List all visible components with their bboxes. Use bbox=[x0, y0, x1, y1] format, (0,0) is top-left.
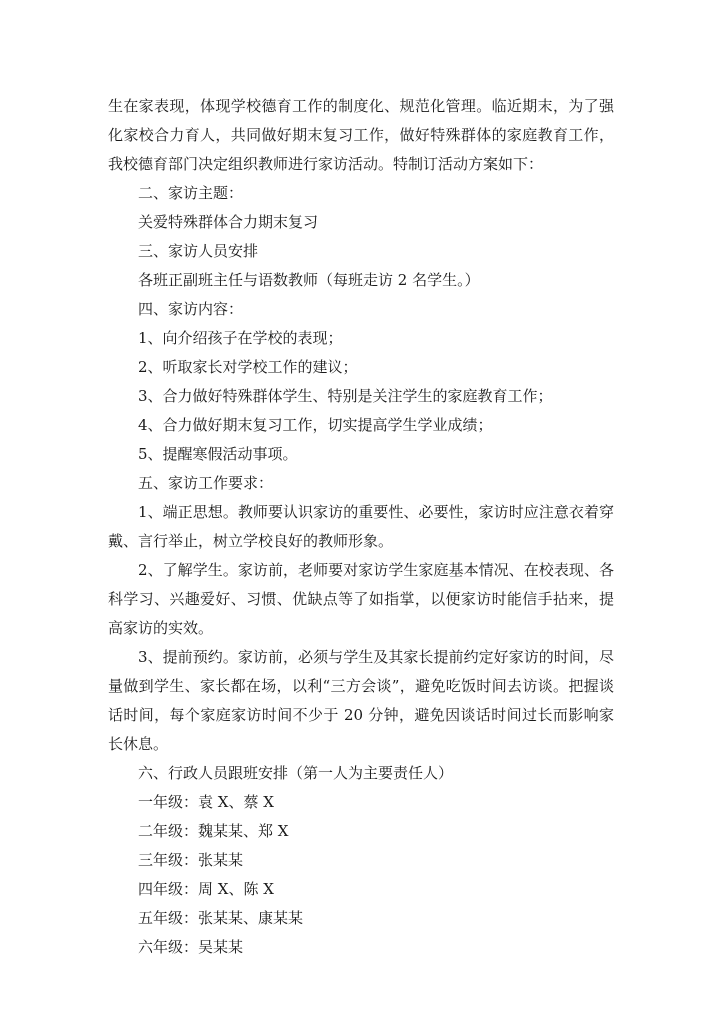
staff-text: 各班正副班主任与语数教师（每班走访 2 名学生。） bbox=[138, 271, 480, 289]
grade-assignment-4: 四年级：周 X、陈 X bbox=[138, 880, 274, 898]
document-body bbox=[108, 92, 614, 962]
content-item-1: 1、向介绍孩子在学校的表现； bbox=[138, 329, 343, 347]
content-item-2: 2、听取家长对学校工作的建议； bbox=[138, 358, 358, 376]
content-item-3: 3、合力做好特殊群体学生、特别是关注学生的家庭教育工作； bbox=[138, 387, 553, 405]
grade-assignment-2: 二年级：魏某某、郑 X bbox=[138, 822, 289, 840]
section-heading-requirements: 五、家访工作要求： bbox=[138, 474, 274, 492]
section-heading-content: 四、家访内容： bbox=[138, 300, 244, 318]
theme-text: 关爱特殊群体合力期末复习 bbox=[138, 213, 319, 231]
requirement-item-3: 3、提前预约。家访前，必须与学生及其家长提前约定好家访的时间，尽量做到学生、家长都在场，以利“三方会谈”，避免吃饭时间去访谈。把握谈话时间，每个家庭家访时间不少于 20 分钟，避免因谈话时间过长而影响家长休息。 bbox=[108, 648, 614, 753]
content-item-4: 4、合力做好期末复习工作，切实提高学生学业成绩； bbox=[138, 416, 493, 434]
requirement-item-1: 1、端正思想。教师要认识家访的重要性、必要性，家访时应注意衣着穿戴、言行举止，树立学校良好的教师形象。 bbox=[108, 503, 614, 550]
grade-assignment-5: 五年级：张某某、康某某 bbox=[138, 909, 304, 927]
grade-assignment-1: 一年级：袁 X、蔡 X bbox=[138, 793, 274, 811]
section-heading-theme: 二、家访主题： bbox=[138, 184, 244, 202]
grade-assignment-3: 三年级：张某某 bbox=[138, 851, 244, 869]
requirement-item-2: 2、了解学生。家访前，老师要对家访学生家庭基本情况、在校表现、各科学习、兴趣爱好、习惯、优缺点等了如指掌，以便家访时能信手拈来，提高家访的实效。 bbox=[108, 561, 614, 637]
section-heading-staff: 三、家访人员安排 bbox=[138, 242, 259, 260]
content-item-5: 5、提醒寒假活动事项。 bbox=[138, 445, 298, 463]
intro-paragraph: 生在家表现，体现学校德育工作的制度化、规范化管理。临近期末，为了强化家校合力育人，共同做好期末复习工作，做好特殊群体的家庭教育工作，我校德育部门决定组织教师进行家访活动。特制订活动方案如下： bbox=[108, 97, 614, 173]
grade-assignment-6: 六年级：吴某某 bbox=[138, 938, 244, 956]
section-heading-admin: 六、行政人员跟班安排（第一人为主要责任人） bbox=[138, 764, 454, 782]
